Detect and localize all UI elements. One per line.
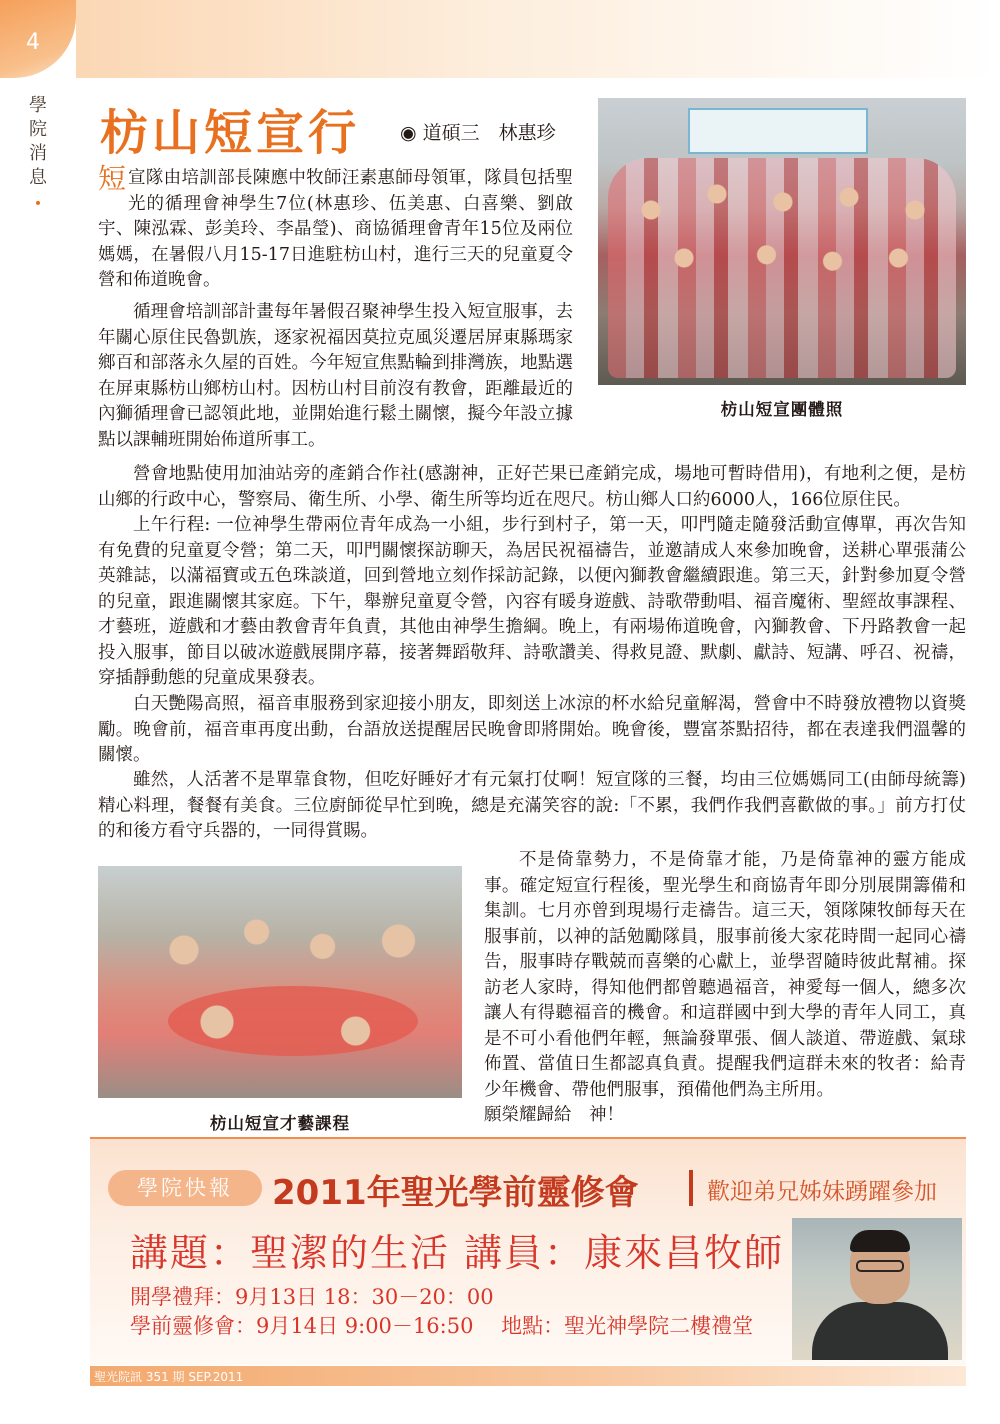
speaker-glasses: [856, 1260, 904, 1272]
class-photo: [98, 866, 462, 1098]
notice-schedule-1: 開學禮拜：9月13日 18：30－20：00: [130, 1285, 494, 1309]
notice-separator: [689, 1170, 693, 1206]
article-paragraph-closing: [484, 848, 966, 1129]
photo-faces: [618, 162, 948, 322]
notice-title: 2011年聖光學前靈修會: [272, 1173, 639, 1213]
article-paragraph: 循理會培訓部計畫每年暑假召聚神學生投入短宣服事，去年關心原住民魯凱族，逐家祝福因莫拉克風災遷居屏東縣瑪家鄉百和部落永久屋的百姓。今年短宣焦點輪到排灣族，地點選在屏東縣枋山鄉枋山村。因枋山村目前沒有教會，距離最近的內獅循理會已認領此地，並開始進行鬆土關懷，擬今年設立據點以課輔班開始佈道所事工。: [98, 302, 573, 450]
section-label: [24, 94, 52, 216]
class-photo-caption: 枋山短宣才藝課程: [210, 1114, 350, 1133]
article-paragraph: 白天艷陽高照，福音車服務到家迎接小朋友，即刻送上冰涼的杯水給兒童解渴，營會中不時發放禮物以資獎勵。晚會前，福音車再度出動，台語放送提醒居民晚會即將開始。晚會後，豐富茶點招待，都在表達我們溫馨的關懷。: [98, 694, 966, 765]
byline-bullet-icon: ◉: [400, 122, 417, 144]
speaker-hair: [850, 1230, 910, 1252]
notice-label: 學院快報: [108, 1170, 262, 1206]
article-paragraph: 上午行程: 一位神學生帶兩位青年成為一小組，步行到村子，第一天，叩門隨走隨發活動宣傳單，再次告知有免費的兒童夏令營；第二天，叩門關懷探訪聊天，為居民祝福禱告，並邀請成人來參加晚會，送耕心單張蒲公英雜誌，以滿福寶或五色珠談道，回到營地立刻作採訪記錄，以便內獅教會繼續跟進。第三天，針對參加夏令營的兒童，跟進關懷其家庭。下午，舉辦兒童夏令營，內容有暖身遊戲、詩歌帶動唱、福音魔術、聖經故事課程、才藝班，遊戲和才藝由教會青年負責，其他由神學生擔綱。晚上，有兩場佈道晚會，內獅教會、下丹路教會一起投入服事，節目以破冰遊戲展開序幕，接著舞蹈敬拜、詩歌讚美、得救見證、默劇、獻詩、短講、呼召、祝禱，穿插靜動態的兒童成果發表。: [98, 515, 966, 688]
article-title: 枋山短宣行: [100, 105, 361, 161]
article-paragraph-intro: [98, 162, 573, 294]
page-number: 4: [26, 30, 40, 55]
section-label-char: 消: [29, 143, 47, 164]
drop-cap: 短: [98, 162, 127, 195]
intro-text: 宣隊由培訓部長陳應中牧師汪素惠師母領軍，隊員包括聖光的循理會神學生7位(林惠珍、伍美惠、白喜樂、劉啟宇、陳泓霖、彭美玲、李晶瑩)、商協循理會青年15位及兩位媽媽，在暑假八月15-17日進駐枋山村，進行三天的兒童夏令營和佈道晚會。: [98, 168, 573, 290]
section-label-char: 息: [29, 167, 47, 188]
closing-text: 不是倚靠勢力，不是倚靠才能，乃是倚靠神的靈方能成事。確定短宣行程後，聖光學生和商協青年即分別展開籌備和集訓。七月亦曾到現場行走禱告。這三天，領隊陳牧師每天在服事前，以神的話勉勵隊員，服事前後大家花時間一起同心禱告，服事時存戰兢而喜樂的心獻上，並學習隨時彼此幫補。探訪老人家時，得知他們都曾聽過福音，神愛每一個人，總多次讓人有得聽福音的機會。和這群國中到大學的青年人同工，真是不可小看他們年輕，無論發單張、個人談道、帶遊戲、氣球佈置、當值日生都認真負責。提醒我們這群未來的牧者：給青少年機會、帶他們服事，預備他們為主所用。: [484, 850, 966, 1100]
speaker-body: [812, 1302, 948, 1360]
article-byline: [400, 118, 556, 145]
notice-welcome: 歡迎弟兄姊妹踴躍參加: [707, 1179, 937, 1205]
header-band: [76, 0, 1000, 78]
notice-schedule-2: 學前靈修會：9月14日 9:00－16:50 地點：聖光神學院二樓禮堂: [130, 1314, 754, 1338]
footer-text: 聖光院訊 351 期 SEP.2011: [94, 1370, 244, 1384]
article-paragraph: 營會地點使用加油站旁的產銷合作社(感謝神，正好芒果已產銷完成，場地可暫時借用)，有地利之便，是枋山鄉的行政中心，警察局、衛生所、小學、衛生所等均近在咫尺。枋山鄉人口約6000人，166位原住民。: [98, 464, 966, 510]
notice-topic: 講題：聖潔的生活 講員：康來昌牧師: [130, 1231, 785, 1275]
group-photo-caption: 枋山短宣團體照: [720, 400, 844, 419]
section-label-char: 院: [29, 119, 47, 140]
photo-children: [118, 896, 448, 1076]
author-name: 道碩三 林惠珍: [422, 122, 556, 144]
group-photo: [598, 98, 966, 385]
section-dot-icon: •: [33, 196, 43, 212]
section-label-char: 學: [29, 95, 47, 116]
article-paragraph: 雖然，人活著不是單靠食物，但吃好睡好才有元氣打仗啊！短宣隊的三餐，均由三位媽媽同工(由師母統籌)精心料理，餐餐有美食。三位廚師從早忙到晚，總是充滿笑容的說:「不累，我們作我們喜歡做的事。」前方打仗的和後方看守兵器的，一同得賞賜。: [98, 770, 966, 841]
closing-blessing: 願榮耀歸給 神！: [484, 1105, 624, 1125]
speaker-photo: [792, 1218, 962, 1360]
photo-banner: [688, 108, 868, 154]
